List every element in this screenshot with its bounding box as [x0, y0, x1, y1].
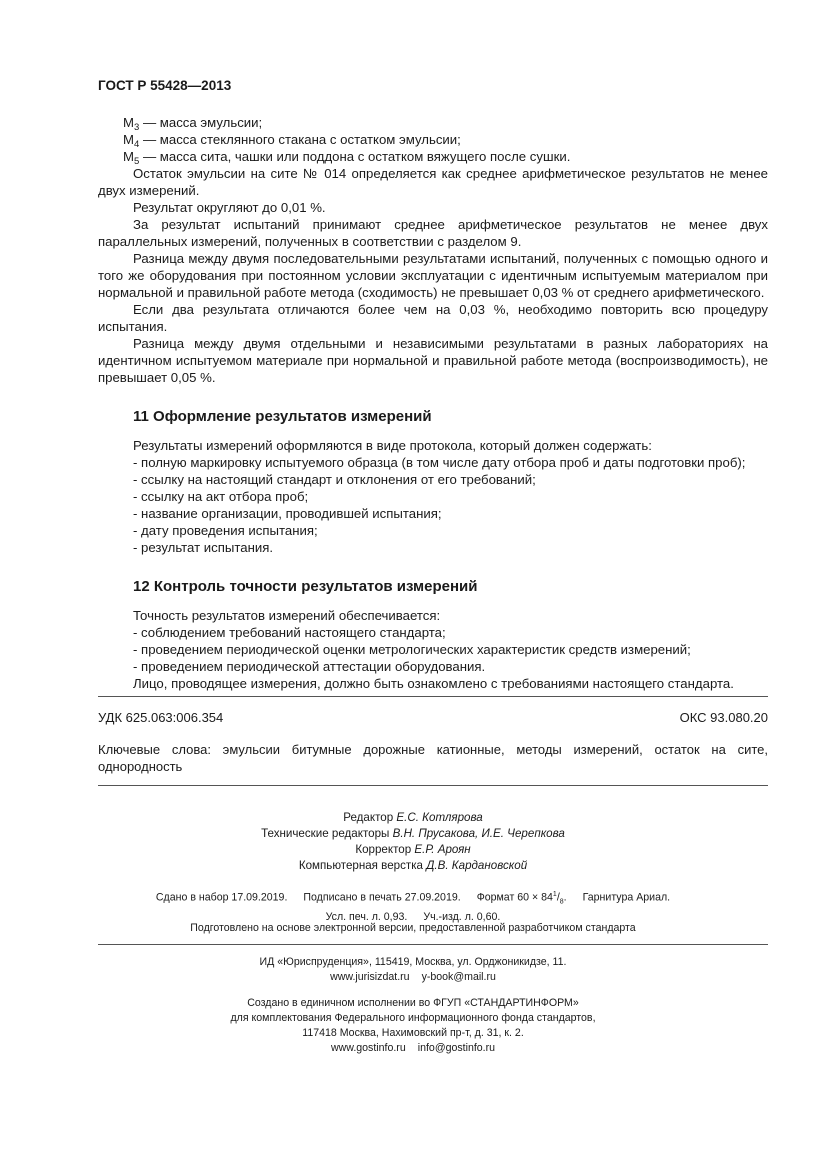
publication-line-2: Усл. печ. л. 0,93. Уч.-изд. л. 0,60.: [325, 910, 501, 923]
variable-m5: $M_5$ — масса сита, чашки или поддона с остатком вяжущего после сушки.: [123, 149, 571, 167]
paragraph-repeatability: Разница между двумя последовательными результатами испытаний, полученных с помощью одного и того же оборудования при постоянном условии эксплуатации с идентичным испытуемым материалом при нормальной и правильной работе метода (сходимость) не превышает 0,03 % от среднего арифметического.: [98, 251, 768, 300]
divider-middle: [98, 785, 768, 786]
creator-line-1: Создано в единичном исполнении во ФГУП «СТАНДАРТИНФОРМ»: [247, 997, 579, 1009]
paragraph-result: За результат испытаний принимают среднее арифметическое результатов не менее двух параллельных измерений, полученных в соответствии с разделом 9.: [98, 217, 768, 249]
publication-info: [0, 887, 826, 925]
section-11-list: [98, 454, 768, 556]
creator-address: 117418 Москва, Нахимовский пр-т, д. 31, к. 2.: [302, 1027, 524, 1039]
publisher-info: [0, 955, 826, 985]
section-11-title: 11 Оформление результатов измерений: [133, 408, 432, 425]
section-12-title: 12 Контроль точности результатов измерений: [133, 578, 478, 595]
paragraph-rounding: Результат округляют до 0,01 %.: [133, 200, 326, 215]
section-12-closing: Лицо, проводящее измерения, должно быть ознакомлено с требованиями настоящего стандарта.: [133, 676, 734, 691]
udk-code: УДК 625.063:006.354: [98, 710, 224, 725]
paragraph-residue: Остаток эмульсии на сите № 014 определяется как среднее арифметическое результатов не менее двух измерений.: [98, 166, 768, 198]
publisher-contacts: [0, 970, 826, 985]
list-item: - результат испытания.: [133, 540, 274, 555]
editorial-credits: [0, 810, 826, 874]
layout-line: Компьютерная верстка Д.В. Кардановской: [298, 859, 528, 872]
list-item: - дату проведения испытания;: [133, 523, 318, 538]
variable-m3: $M_3$ — масса эмульсии;: [123, 115, 263, 133]
creator-site-link[interactable]: www.gostinfo.ru: [330, 1042, 406, 1054]
publication-line-1: Сдано в набор 17.09.2019. Подписано в печать 27.09.2019. Формат $60 \times 84^1/_8$. Гарнитура Ариал.: [155, 891, 671, 906]
publisher-address: ИД «Юриспруденция», 115419, Москва, ул. Орджоникидзе, 11.: [259, 956, 567, 968]
section-11-intro: Результаты измерений оформляются в виде протокола, который должен содержать:: [133, 438, 652, 453]
document-code-header: ГОСТ Р 55428—2013: [98, 78, 232, 93]
list-item: - проведением периодической аттестации оборудования.: [133, 659, 486, 674]
editor-line: Редактор Е.С. Котлярова: [343, 811, 483, 824]
keywords: Ключевые слова: эмульсии битумные дорожные катионные, методы измерений, остаток на сите, однородность: [98, 742, 768, 774]
list-item: - соблюдением требований настоящего стандарта;: [133, 625, 446, 640]
list-item: - проведением периодической оценки метрологических характеристик средств измерений;: [133, 642, 691, 657]
section-12-list: [98, 624, 768, 675]
list-item: - ссылку на настоящий стандарт и отклонения от его требований;: [133, 472, 536, 487]
list-item: - полную маркировку испытуемого образца (в том числе дату отбора проб и даты подготовки проб);: [133, 455, 746, 470]
creator-info: [0, 996, 826, 1056]
creator-line-2: для комплектования Федерального информационного фонда стандартов,: [230, 1012, 596, 1024]
oks-code: ОКС 93.080.20: [679, 710, 768, 725]
paragraph-repeat-procedure: Если два результата отличаются более чем на 0,03 %, необходимо повторить всю процедуру испытания.: [98, 302, 768, 334]
creator-contacts: [0, 1041, 826, 1056]
basis-note: Подготовлено на основе электронной версии, предоставленной разработчиком стандарта: [190, 922, 636, 934]
publisher-site-link[interactable]: www.jurisizdat.ru: [330, 971, 410, 983]
list-item: - ссылку на акт отбора проб;: [133, 489, 309, 504]
tech-editors-line: Технические редакторы В.Н. Прусакова, И.Е. Черепкова: [261, 827, 565, 840]
section-12-intro: Точность результатов измерений обеспечивается:: [133, 608, 441, 623]
paragraph-reproducibility: Разница между двумя отдельными и независимыми результатами в разных лабораториях на идентичном испытуемом материале при нормальной и правильной работе метода (воспроизводимость), не превышает 0,05 %.: [98, 336, 768, 385]
divider-top: [98, 696, 768, 697]
variable-m4: $M_4$ — масса стеклянного стакана с остатком эмульсии;: [123, 132, 461, 150]
creator-email-link[interactable]: info@gostinfo.ru: [417, 1042, 496, 1054]
document-body: [98, 114, 768, 692]
publisher-email-link[interactable]: y-book@mail.ru: [421, 971, 496, 983]
divider-bottom: [98, 944, 768, 945]
corrector-line: Корректор Е.Р. Ароян: [355, 843, 471, 856]
list-item: - название организации, проводившей испытания;: [133, 506, 442, 521]
